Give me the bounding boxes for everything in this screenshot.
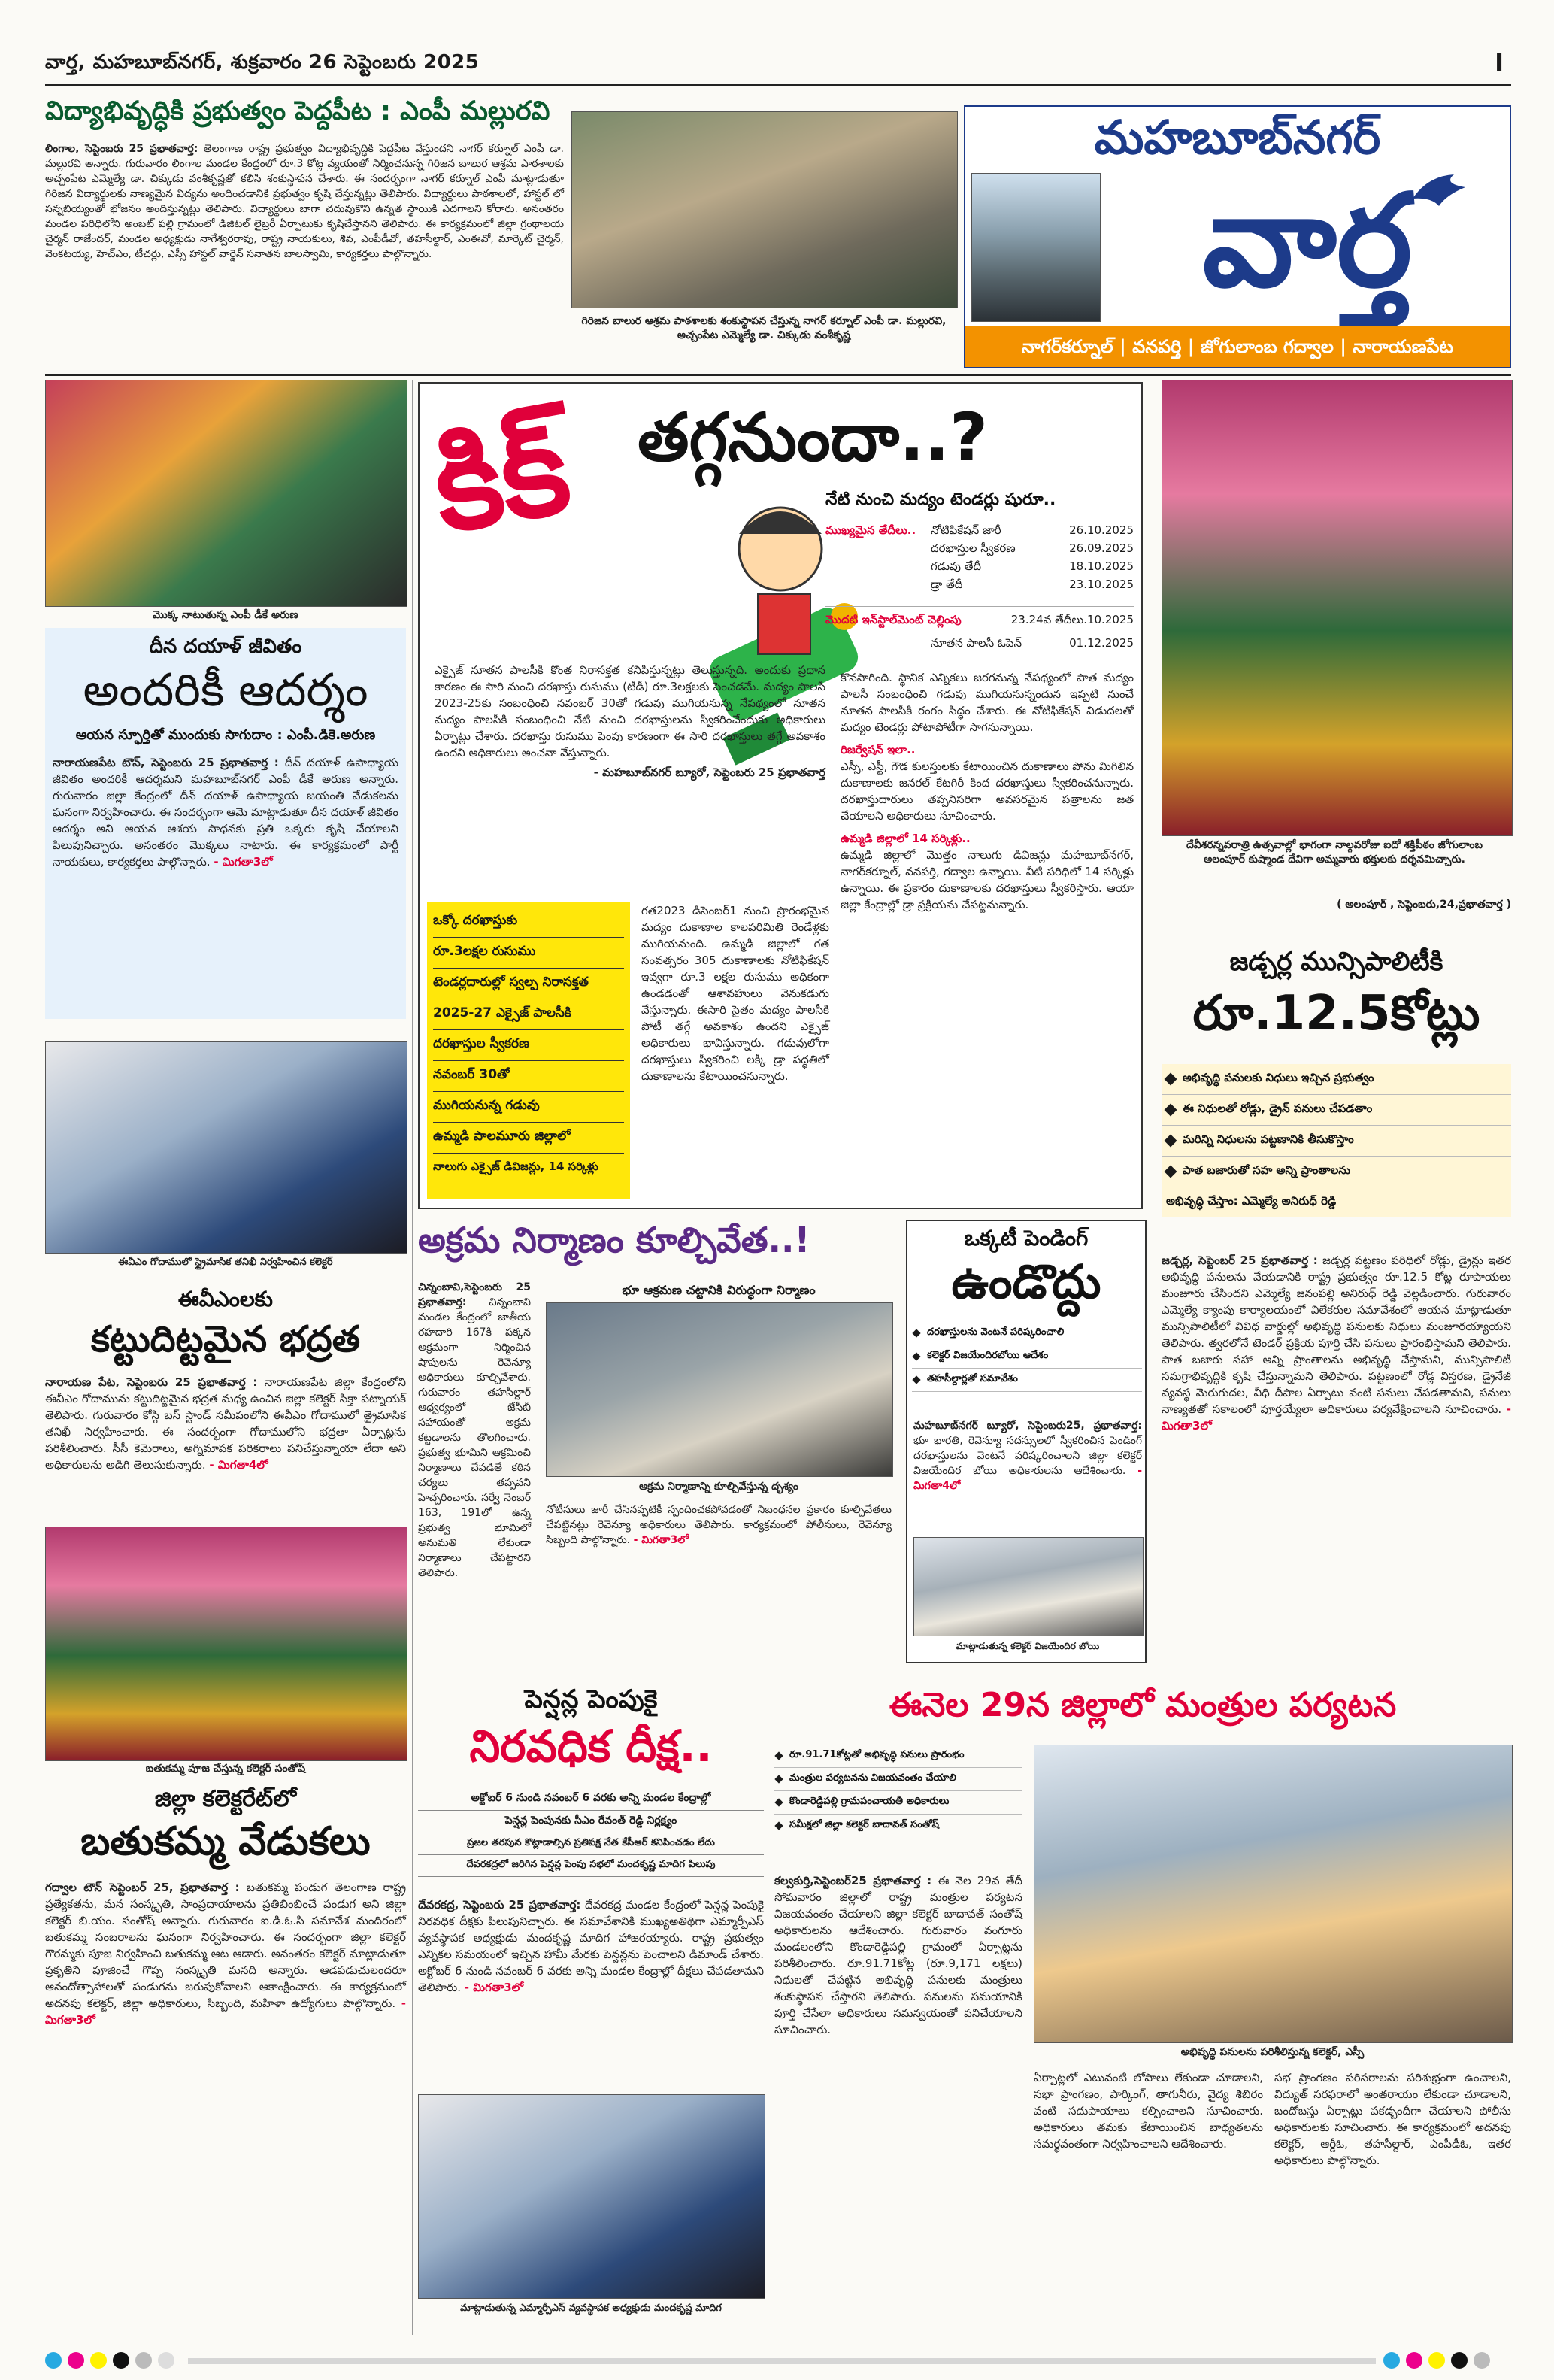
pension-body: దేవరకద్ర, సెప్టెంబరు 25 ప్రభాతవార్త: దేవరకద్ర మండల కేంద్రంలో పెన్షన్ల పెంపుకై నిరవధిక దీక్షకు పిలుపునిచ్చారు. ఈ సమావేశానికి ముఖ్యఅతిథిగా ఎమ్మార్పీఎస్ వ్యవస్థాపక అధ్యక్షుడు మందకృష్ణ మాదిగ హాజరయ్యారు. రాష్ట్ర ప్రభుత్వం ఎన్నికల సమయంలో ఇచ్చిన హామీ మేరకు పెన్షన్లను పెంచాలని డిమాండ్ చేశారు. అక్టోబర్ 6 నుండి నవంబర్ 6 వరకు అన్ని మండల కేంద్రాల్లో దీక్షలు చేపడతామని తెలిపారు. - మిగతా3లో [418,1898,764,1994]
registration-dot [158,2352,174,2369]
bullet-item: రూ.91.71కోట్లతో అభివృద్ధి పనులు ప్రారంభం [774,1745,1022,1768]
pension-story [418,1684,764,2339]
jadcherla-kicker: జడ్చర్ల మున్సిపాలిటీకి [1229,947,1443,977]
highlight-item: ఒక్కో దరఖాస్తుకు [433,907,624,938]
circles-subhead: ఉమ్మడి జిల్లాలో 14 సర్కిళ్లు.. [841,832,971,845]
pending-photo [913,1537,1144,1636]
kick-story [418,382,1143,1209]
left-photo-1-caption: మొక్క నాటుతున్న ఎంపీ డీకే అరుణ [153,609,298,621]
jadcherla-headline: రూ.12.5కోట్లు [1192,986,1480,1041]
illegal-headline: అక్రమ నిర్మాణం కూల్చివేత..! [418,1220,810,1260]
left-photo-2-caption: ఈవీఎం గోదాములో స్ట్రైమాసిక తనిఖీ నిర్వహించిన కలెక్టర్ [118,1257,333,1268]
masthead-dam-photo [971,173,1101,322]
pending-headline: ఉండొద్దు [951,1254,1101,1309]
pension-decks: అక్టోబర్ 6 నుండి నవంబర్ 6 వరకు అన్ని మండల కేంద్రాల్లో పెన్షన్ల పెంపునకు సీఎం రేవంత్ రెడ్డి నిర్లక్ష్యం ప్రజల తరపున కొట్లాడాల్సిన ప్రతిపక్ష నేత కేసీఆర్ కనిపించడం లేదు దేవరకద్రలో జరిగిన పెన్షన్ల పెంపు సభలో మందకృష్ణ మాదిగ పిలుపు [418,1788,764,1877]
schedule-row: నోటిఫికేషన్ జారీ 26.10.2025 [931,523,1134,537]
dayal-kicker: దీన దయాళ్ జీవితం [149,635,302,658]
left-photo-2 [45,1041,407,1254]
pending-bullets [912,1322,1142,1392]
top-story-dateline: లింగాల, సెప్టెంబరు 25 ప్రభాతవార్త: [45,143,198,155]
page-number: I [1495,48,1504,77]
highlight-item: 2025-27 ఎక్సైజ్ పాలసీకి [433,999,624,1030]
kick-lead-credit: - మహబూబ్‌నగర్ బ్యూరో, సెప్టెంబరు 25 ప్రభాతవార్త [593,766,825,779]
deity-caption: దేవీశరన్నవరాత్రి ఉత్సవాల్లో భాగంగా నాల్గవరోజు ఐదో శక్తిపీఠం జోగులాంబ అలంపూర్ కుష్మాండ దేవిగా అమ్మవారు భక్తులకు దర్శనమిచ్చారు. [1186,839,1483,866]
bullet-icon [1165,1166,1177,1178]
evm-kicker: ఈవీఎంలకు [177,1287,273,1311]
reservation-subhead: రిజర్వేషన్ ఇలా.. [841,743,916,756]
dayal-body [53,754,398,1010]
deity-credit: ( అలంపూర్ , సెప్టెంబరు,24,ప్రభాతవార్త ) [1337,899,1511,911]
bullet-icon [912,1329,920,1337]
dayal-dateline: నారాయణపేట టౌన్, సెప్టెంబరు 25 ప్రభాతవార్త : [53,756,279,769]
highlight-item: నవంబర్ 30తో [433,1061,624,1092]
masthead-region: మహబూబ్‌నగర్ [1094,110,1381,165]
bathukamma-more: - మిగతా3లో [45,1996,406,2027]
masthead-paper-name: వార్త [1202,167,1413,316]
schedule-row: దరఖాస్తుల స్వీకరణ 26.09.2025 [931,541,1134,555]
registration-dot [1451,2352,1468,2369]
kick-right-text: కొనసాగింది. స్థానిక ఎన్నికలు జరగనున్న నేపథ్యంలో పాత మద్యం పాలసీ సంబంధించి గడువు ముగియనున్నందున ఇప్పటి నుంచే నూతన పాలసీకి రంగం సిద్ధం చేశారు. ఈ నోటిఫికేషన్ విడుదలతో మద్యం టెండర్లు పోటాపోటీగా సాగనున్నాయి. రిజర్వేషన్ ఇలా.. ఎస్సీ, ఎస్టీ, గౌడ కులస్తులకు కేటాయించిన దుకాణాలు పోను మిగిలిన దుకాణాలకు జనరల్ కేటగిరీ కింద దరఖాస్తులు స్వీకరించనున్నారు. దరఖాస్తుదారులు తప్పనిసరిగా అవసరమైన పత్రాలను జత చేయాలని అధికారులు సూచించారు. ఉమ్మడి జిల్లాలో 14 సర్కిళ్లు.. ఉమ్మడి జిల్లాలో మొత్తం నాలుగు డివిజన్లు మహబూబ్‌నగర్, నాగర్‌కర్నూల్, వనపర్తి, గద్వాల ఉన్నాయి. వీటి పరిధిలో 14 సర్కిళ్లు ఉన్నాయి. ఈ ప్రకారం దుకాణాలకు దరఖాస్తులు స్వీకరిస్తారు. ఆయా జిల్లా కేంద్రాల్లో డ్రా ప్రక్రియను చేపట్టనున్నారు. [841,671,1134,911]
jadcherla-body: జడ్చర్ల, సెప్టెంబర్ 25 ప్రభాతవార్త : జడ్చర్ల పట్టణం పరిధిలో రోడ్లు, డ్రైన్లు ఇతర అభివృద్ధి పనులను వేయడానికి రాష్ట్ర ప్రభుత్వం రూ.12.5 కోట్ల రూపాయలు మంజూరు చేసిందని ఎమ్మెల్యే జనంపల్లి అనిరుధ్ రెడ్డి వెల్లడించారు. గురువారం ఎమ్మెల్యే క్యాంపు కార్యాలయంలో విలేకరుల సమావేశంలో ఆయన మాట్లాడుతూ మున్సిపాలిటీలో వివిధ వార్డుల్లో అభివృద్ధి పనులకు నిధులు మంజూరయ్యాయని తెలిపారు. త్వరలోనే టెండర్ ప్రక్రియ పూర్తి చేసి పనులు ప్రారంభిస్తామని తెలిపారు. పాత బజారు సహా అన్ని ప్రాంతాలను అభివృద్ధి చేస్తామని, మున్సిపాలిటీ సమగ్రాభివృద్ధికి కృషి చేస్తున్నామని తెలిపారు. పట్టణంలో రోడ్ల విస్తరణ, డ్రైనేజీ వ్యవస్థ మెరుగుదల, వీధి దీపాల ఏర్పాటు వంటి పనులు చేపడతామని, పనులు నాణ్యతతో సకాలంలో పూర్తయ్యేలా అధికారులు పర్యవేక్షించాలని సూచించారు. - మిగతా3లో [1162,1254,1511,1433]
illegal-story [418,1220,899,1663]
highlight-item: ఉమ్మడి పాలమూరు జిల్లాలో [433,1123,624,1154]
jadcherla-story [1162,944,1511,1658]
registration-dot [1474,2352,1490,2369]
jadcherla-bullets [1162,1064,1511,1217]
schedule-row: డ్రా తేదీ 23.10.2025 [931,578,1134,591]
kick-highlights [427,902,630,1199]
dove-icon [1409,168,1469,214]
first-install-row: మొదటి ఇన్‌స్టాల్‌మెంట్ చెల్లింపు 23.24వ తేదీలు.10.2025 [825,606,1134,629]
bullet-icon [1165,1073,1177,1086]
kick-schedule [825,519,1134,662]
bullet-item: దరఖాస్తులను వెంటనే పరిష్కరించాలి [912,1322,1142,1345]
evm-body [45,1374,406,1517]
bathukamma-dateline: గద్వాల టౌన్ సెప్టెంబర్ 25, ప్రభాతవార్త : [45,1881,240,1894]
bullet-item: అభివృద్ధి చేస్తాం: ఎమ్మెల్యే అనిరుధ్ రెడ్డి [1166,1194,1337,1208]
top-story-caption: గిరిజన బాలుర ఆశ్రమ పాఠశాలకు శంకుస్థాపన చేస్తున్న నాగర్ కర్నూల్ ఎంపీ డా. మల్లురవి, అచ్చంపేట ఎమ్మెల్యే డా. చిక్కుడు వంశీకృష్ణ [581,315,947,341]
illegal-photo-caption: అక్రమ నిర్మాణాన్ని కూల్చివేస్తున్న దృశ్యం [638,1481,798,1493]
registration-dot [135,2352,152,2369]
new-policy-row: నూతన పాలసీ ఓపెన్ 01.12.2025 [931,636,1134,650]
pending-body: మహబూబ్‌నగర్ బ్యూరో, సెప్టెంబరు25, ప్రభాతవార్త: భూ భారతి, రెవెన్యూ సదస్సులలో స్వీకరించిన పెండింగ్ దరఖాస్తులను వెంటనే పరిష్కరించాలని జిల్లా కలెక్టర్ విజయేందిర బోయి అధికారులను ఆదేశించారు. - మిగతా4లో [913,1420,1142,1492]
ministers-body-2: ఏర్పాట్లలో ఎటువంటి లోపాలు లేకుండా చూడాలని, సభా ప్రాంగణం, పార్కింగ్, తాగునీరు, వైద్య శిబిరం వంటి సదుపాయాలు కల్పించాలని సూచించారు. అధికారులు తమకు కేటాయించిన బాధ్యతలను సమర్థవంతంగా నిర్వహించాలని ఆదేశించారు. [1034,2071,1263,2151]
ministers-body-1: కల్వకుర్తి,సెప్టెంబర్25 ప్రభాతవార్త : ఈ నెల 29వ తేదీ సోమవారం జిల్లాలో రాష్ట్ర మంత్రుల పర్యటన విజయవంతం చేయాలని జిల్లా కలెక్టర్ బాదావత్ సంతోష్ అధికారులను ఆదేశించారు. గురువారం వంగూరు మండలంలోని కొండారెడ్డిపల్లి గ్రామంలో ఏర్పాట్లను పరిశీలించారు. రూ.91.71కోట్ల (రూ.9,171 లక్షలు) నిధులతో చేపట్టిన అభివృద్ధి పనులకు మంత్రులు శంకుస్థాపన చేస్తారని తెలిపారు. పనులను సమయానికి పూర్తి చేసేలా అధికారులు సమన్వయంతో పనిచేయాలని సూచించారు. [774,1874,1022,2036]
illegal-body-bottom: నోటీసులు జారీ చేసినప్పటికీ స్పందించకపోవడంతో నిబంధనల ప్రకారం కూల్చివేతలు చేపట్టినట్లు రెవెన్యూ అధికారులు తెలిపారు. కార్యక్రమంలో పోలీసులు, రెవెన్యూ సిబ్బంది పాల్గొన్నారు. - మిగతా3లో [546,1504,892,1546]
ministers-photo-caption: అభివృద్ధి పనులను పరిశీలిస్తున్న కలెక్టర్, ఎస్పీ [1180,2046,1365,2058]
ministers-bullets [774,1745,1022,1837]
schedule-row: గడువు తేదీ 18.10.2025 [931,559,1134,573]
highlight-item: రూ.3లక్షల రుసుము [433,938,624,969]
bullet-icon [774,1821,783,1830]
masthead-districts: నాగర్‌కర్నూల్ | వనపర్తి | జోగులాంబ గద్వాల | నారాయణపేట [965,326,1510,367]
dayal-text: దీన్ దయాళ్ ఉపాధ్యాయ జీవితం అందరికీ ఆదర్శమని మహబూబ్‌నగర్ ఎంపీ డీకే అరుణ అన్నారు. గురువారం జిల్లా కేంద్రంలో దీన్ దయాళ్ ఉపాధ్యాయ జయంతి వేడుకలను ఘనంగా నిర్వహించారు. ఈ సందర్భంగా ఆమె మాట్లాడుతూ దీన దయాళ్ జీవితం ఆదర్శం అని ఆయన ఆశయ సాధనకు ప్రతి ఒక్కరు కృషి చేయాలని పిలుపునిచ్చారు. అనంతరం మొక్కలు నాటారు. ఈ కార్యక్రమంలో పార్టీ నాయకులు, కార్యకర్తలు పాల్గొన్నారు. [53,756,398,869]
deity-box [1162,380,1511,936]
registration-dot [1428,2352,1445,2369]
bullet-item: అభివృద్ధి పనులకు నిధులు ఇచ్చిన ప్రభుత్వం [1162,1064,1511,1095]
bullet-item: కలెక్టర్ విజయేందిరబోయి ఆదేశం [912,1345,1142,1369]
left-photo-3-caption: బతుకమ్మ పూజ చేస్తున్న కలెక్టర్ సంతోష్ [145,1763,306,1775]
top-story-photo [571,111,958,308]
bullet-item: పాత బజారుతో సహ అన్ని ప్రాంతాలను [1162,1157,1511,1187]
left-column [45,380,406,2350]
illegal-photo-title: భూ ఆక్రమణ చట్టానికి విరుద్ధంగా నిర్మాణం [622,1283,816,1297]
highlight-item: నాలుగు ఎక్సైజ్ డివిజన్లు, 14 సర్కిళ్లు [433,1160,598,1173]
top-story-headline: విద్యాభివృద్ధికి ప్రభుత్వం పెద్దపీట : ఎంపీ మల్లురవి [45,96,550,126]
ministers-headline: ఈనెల 29న జిల్లాలో మంత్రుల పర్యటన [889,1686,1397,1724]
bathukamma-text: బతుకమ్మ పండుగ తెలంగాణ రాష్ట్ర ప్రత్యేకతను, మన సంస్కృతి, సాంప్రదాయాలను ప్రతిబింబించే పండుగ అని జిల్లా కలెక్టర్ బి.యం. సంతోష్ అన్నారు. గురువారం ఐ.డి.ఓ.సి సమావేశ మందిరంలో బతుకమ్మ సంబరాలను ఘనంగా నిర్వహించారు. ఈ సందర్భంగా జిల్లా కలెక్టర్ గౌరమ్మకు పూజ నిర్వహించి బతుకమ్మ ఆట ఆడారు. అనంతరం కలెక్టర్ మాట్లాడుతూ ప్రకృతిని పూజించే గొప్ప సంస్కృతి మనది అన్నారు. ఆడపడుచులందరూ ఆనందోత్సాహాలతో పండుగను జరుపుకోవాలని ఆకాంక్షించారు. ఈ కార్యక్రమంలో అదనపు కలెక్టర్, జిల్లా అధికారులు, సిబ్బంది, మహిళా ఉద్యోగులు పాల్గొన్నారు. [45,1881,406,2010]
dateline: వార్త, మహబూబ్‌నగర్, శుక్రవారం 26 సెప్టెంబరు 2025 [45,51,480,74]
bullet-item: మరిన్ని నిధులను పట్టణానికి తీసుకొస్తాం [1162,1126,1511,1157]
dayal-more: - మిగతా3లో [214,855,273,869]
bullet-item: తహసీల్దార్లతో సమావేశం [912,1369,1142,1392]
top-story-body [45,141,564,367]
registration-dot [1406,2352,1422,2369]
bullet-icon [912,1352,920,1360]
registration-dot [1383,2352,1400,2369]
bullet-item: కొండారెడ్డిపల్లి గ్రామపంచాయతీ అధికారులు [774,1791,1022,1815]
dayal-deck: ఆయన స్ఫూర్తితో ముందుకు సాగుదాం : ఎంపీ.డికె.అరుణ [75,727,376,743]
evm-more: - మిగతా4లో [209,1458,268,1472]
dayal-story [45,628,406,1019]
left-photo-1 [45,380,407,607]
bullet-icon [774,1775,783,1783]
schedule-title: ముఖ్యమైన తేదీలు.. [825,523,916,537]
dayal-headline: అందరికీ ఆదర్శం [83,664,368,717]
pension-photo [418,2094,765,2299]
bullet-icon [1165,1104,1177,1117]
evm-dateline: నారాయణ పేట, సెప్టెంబరు 25 ప్రభాతవార్త : [45,1375,258,1389]
color-registration-bar [0,2346,1554,2376]
pension-headline: నిరవధిక దీక్ష.. [469,1721,713,1772]
registration-dot [68,2352,84,2369]
highlight-item: టెండర్లదారుల్లో స్వల్ప నిరాసక్తత [433,969,624,999]
evm-text: నారాయణపేట జిల్లా కేంద్రంలోని ఈవీఎం గోదామును కట్టుదిట్టమైన భద్రత మధ్య ఉంచిన జిల్లా కలెక్టర్ సిక్తా పట్నాయక్ తెలిపారు. గురువారం కోస్గి బస్ స్టాండ్ సమీపంలోని ఈవీఎం గోదాములో త్రైమాసిక తనిఖీ నిర్వహించారు. ఈ సందర్భంగా గోదాములోని భద్రతా ఏర్పాట్లను పరిశీలించారు. సీసీ కెమెరాలు, అగ్నిమాపక పరికరాలు పనిచేస్తున్నాయా లేదా అని అధికారులను అడిగి తెలుసుకున్నారు. [45,1375,406,1472]
kick-headline: తగ్గనుందా..? [638,399,989,476]
bathukamma-kicker: జిల్లా కలెక్టరేట్‌లో [154,1786,297,1812]
registration-dot [113,2352,129,2369]
highlight-item: దరఖాస్తుల స్వీకరణ [433,1030,624,1061]
pension-kicker: పెన్షన్ల పెంపుకై [524,1684,658,1715]
illegal-body-left: చిన్నంబావి,సెప్టెంబరు 25 ప్రభాతవార్త: చిన్నంబావి మండల కేంద్రంలో జాతీయ రహదారి 167కి పక్కన అక్రమంగా నిర్మించిన షాపులను రెవెన్యూ అధికారులు కూల్చివేశారు. గురువారం తహసీల్దార్ ఆధ్వర్యంలో జేసీబీ సహాయంతో అక్రమ కట్టడాలను తొలగించారు. ప్రభుత్వ భూమిని ఆక్రమించి నిర్మాణాలు చేపడితే కఠిన చర్యలు తప్పవని హెచ్చరించారు. సర్వే నెంబర్ 163, 191లో ఉన్న ప్రభుత్వ భూమిలో అనుమతి లేకుండా నిర్మాణాలు చేపట్టారని తెలిపారు. [418,1281,531,1579]
left-photo-3 [45,1527,407,1761]
kick-lead: ఎక్సైజ్ నూతన పాలసీకి కొంత నిరాసక్తత కనిపిస్తున్నట్లు తెలుస్తున్నది. అందుకు ప్రధాన కారణం ఈ సారి నుంచి దరఖాస్తు రుసుము (టీడీ) రూ.3లక్షలకు పెంచడమే. మద్యం పాలసీ 2023-25కు సంబంధించి నవంబర్ 30తో గడువు ముగియనున్న నేపథ్యంలో నూతన మద్యం పాలసీకి సంబంధించి నేటి నుంచి దరఖాస్తులను స్వీకరించేందుకు అధికారులు ఏర్పాట్లు చేశారు. దరఖాస్తు రుసుము పెంపు కారణంగా ఈ సారి దరఖాస్తులు తగ్గే అవకాశం ఉందని అధికారులు అంచనా వేస్తున్నారు. - మహబూబ్‌నగర్ బ్యూరో, సెప్టెంబరు 25 ప్రభాతవార్త [435,663,825,779]
bullet-item: ఈ నిధులతో రోడ్లు, డ్రైన్ పనులు చేపడతాం [1162,1095,1511,1126]
ministers-story [774,1684,1511,2339]
pension-photo-caption: మాట్లాడుతున్న ఎమ్మార్పీఎస్ వ్యవస్థాపక అధ్యక్షుడు మందకృష్ణ మాదిగ [460,2303,722,2314]
bullet-item: సమీక్షలో జిల్లా కలెక్టర్ బాదావత్ సంతోష్ [774,1815,1022,1837]
kick-deck: నేటి నుంచి మద్యం టెండర్లు షురూ.. [825,490,1056,509]
bullet-icon [1165,1135,1177,1148]
bullet-icon [912,1375,920,1384]
bullet-icon [774,1798,783,1806]
highlight-item: ముగియనున్న గడువు [433,1092,624,1123]
pending-story [906,1220,1147,1663]
top-story [45,96,956,367]
ministers-body-3: సభ ప్రాంగణం పరిసరాలను పరిశుభ్రంగా ఉంచాలని, విద్యుత్ సరఫరాలో అంతరాయం లేకుండా చూడాలని, బందోబస్తు ఏర్పాట్లు పకడ్బందీగా చేయాలని పోలీసు అధికారులకు సూచించారు. ఈ కార్యక్రమంలో అదనపు కలెక్టర్, ఆర్డీఓ, తహసీల్దార్, ఎంపీడీఓ, ఇతర అధికారులు పాల్గొన్నారు. [1274,2071,1511,2167]
registration-dot [90,2352,107,2369]
kick-mid-text: గత2023 డిసెంబర్1 నుంచి ప్రారంభమైన మద్యం దుకాణాల కాలపరిమితి రెండేళ్లకు ముగియనుంది. ఉమ్మడి జిల్లాలో గత సంవత్సరం 305 దుకాణాలకు నోటిఫికేషన్ ఇవ్వగా రూ.3 లక్షల రుసుము అధికంగా ఉండడంతో ఆశావహులు వెనుకడుగు వేస్తున్నారు. ఈసారి సైతం మద్యం పాలసీకి పోటీ తగ్గే అవకాశం ఉందని ఎక్సైజ్ అధికారులు భావిస్తున్నారు. గడువులోగా దరఖాస్తులు స్వీకరించి లక్కీ డ్రా పద్ధతిలో దుకాణాలను కేటాయించనున్నారు. [641,904,829,1083]
bathukamma-body [45,1879,406,2349]
illegal-photo [546,1302,893,1477]
kick-word: కిక్ [423,393,580,562]
masthead [964,105,1511,368]
bullet-item: మంత్రుల పర్యటనను విజయవంతం చేయాలి [774,1768,1022,1791]
registration-dot [45,2352,62,2369]
page-header [45,45,1511,83]
pending-photo-caption: మాట్లాడుతున్న కలెక్టర్ విజయేందిర బోయి [956,1641,1100,1651]
top-story-text: తెలంగాణ రాష్ట్ర ప్రభుత్వం విద్యాభివృద్ధికి పెద్దపీట వేస్తుందని నాగర్ కర్నూల్ ఎంపీ డా. మల్లురవి అన్నారు. గురువారం లింగాల మండల కేంద్రంలో రూ.3 కోట్ల వ్యయంతో నిర్మించనున్న గిరిజన బాలుర ఆశ్రమ పాఠశాలకు అచ్చంపేట ఎమ్మెల్యే డా. చిక్కుడు వంశీకృష్ణతో కలిసి శంకుస్థాపన చేశారు. ఈ సందర్భంగా నాగర్ కర్నూల్ ఎంపీ మాట్లాడుతూ గిరిజన విద్యార్థులకు నాణ్యమైన విద్యను అందించడానికి ప్రభుత్వం కృషి చేస్తున్నట్లు తెలిపారు. విద్యార్థులు పాఠశాలలో, హాస్టల్ లో సన్నబియ్యంతో భోజనం అందిస్తున్నట్లు తెలిపారు. విద్యార్థులు బాగా చదువుకొని ఉన్నత స్థాయికి ఎదగాలని కోరారు. అనంతరం మండల పరిధిలోని అంబట్ పల్లి గ్రామంలో డిజిటల్ లైబ్రరీ ఏర్పాటుకు కృషిచేస్తానని తెలిపారు. ఈ కార్యక్రమంలో జిల్లా గ్రంథాలయ చైర్మన్ రాజేందర్, మండల అధ్యక్షుడు నాగేశ్వరరావు, రాష్ట్ర నాయకులు, శివ, ఎంపీడీవో, తహసీల్దార్, ఎంఈవో, మార్కెట్ చైర్మన్, వెంకటయ్య, హెచ్ఎం, టీచర్లు, ఎస్సీ హాస్టల్ వార్డెన్ సనాతన బాలస్వామి, కార్యకర్తలు పాల్గొన్నారు. [45,143,564,260]
bathukamma-headline: బతుకమ్మ వేడుకలు [80,1819,371,1864]
evm-headline: కట్టుదిట్టమైన భద్రత [90,1318,361,1360]
deity-photo [1162,380,1513,836]
pending-kicker: ఒక్కటీ పెండింగ్ [964,1226,1089,1251]
ministers-photo [1034,1745,1513,2043]
bullet-icon [774,1751,783,1760]
